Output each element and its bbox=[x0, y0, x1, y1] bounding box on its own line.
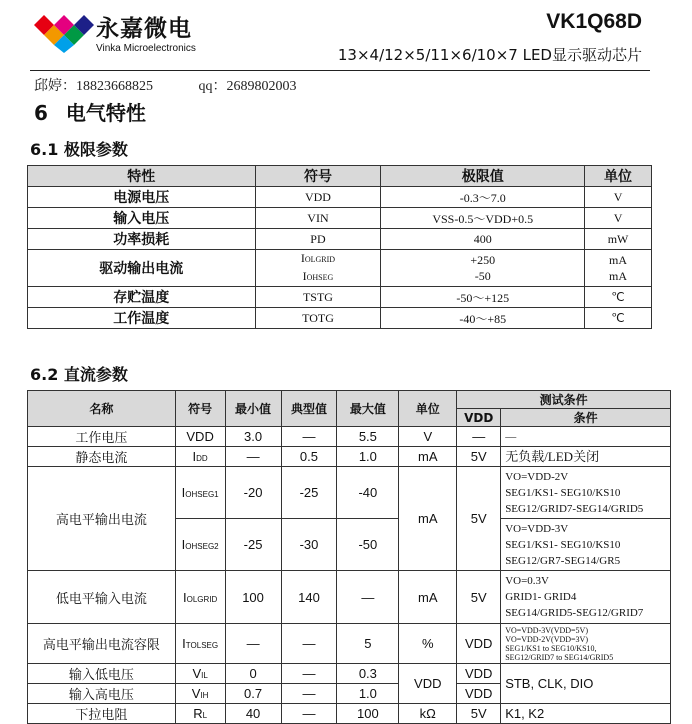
header-divider bbox=[30, 70, 650, 71]
param-name: 输入低电压 bbox=[28, 664, 176, 684]
table-row bbox=[28, 571, 671, 624]
min-value: 100 bbox=[225, 571, 281, 624]
condition-line: SEG14/GRID5-SEG12/GRID7 bbox=[505, 607, 644, 619]
col-header: 单位 bbox=[399, 391, 457, 427]
param-unit: ℃ bbox=[585, 308, 652, 329]
col-header: 极限值 bbox=[381, 166, 585, 187]
abs-max-table bbox=[27, 165, 652, 329]
col-header: 最大值 bbox=[337, 391, 399, 427]
condition-line: SEG12/GRID7 to SEG14/GRID5 bbox=[505, 652, 614, 662]
param-name: 高电平输出电流 bbox=[28, 467, 176, 571]
col-header: 典型值 bbox=[281, 391, 337, 427]
brand-name-cn: 永嘉微电 bbox=[96, 16, 192, 42]
table-row bbox=[28, 664, 671, 684]
param-symbol bbox=[175, 467, 225, 519]
col-header: 符号 bbox=[175, 391, 225, 427]
unit-value: mA bbox=[399, 447, 457, 467]
col-header: 单位 bbox=[585, 166, 652, 187]
symbol-main: I bbox=[181, 485, 186, 500]
param-limit: 400 bbox=[381, 229, 585, 250]
limit-value: -50 bbox=[474, 269, 491, 283]
col-header: 特性 bbox=[28, 166, 256, 187]
unit-value: mA bbox=[399, 571, 457, 624]
max-value: 5.5 bbox=[337, 427, 399, 447]
param-limit: -50～+125 bbox=[381, 287, 585, 308]
condition-line: VO=VDD-2V bbox=[505, 470, 569, 483]
table-row bbox=[28, 467, 671, 519]
table-row bbox=[28, 208, 652, 229]
param-symbol bbox=[175, 664, 225, 684]
contact-phone: 邱婷：18823668825 bbox=[34, 79, 153, 94]
min-value: 0.7 bbox=[225, 684, 281, 704]
symbol-main: I bbox=[302, 269, 307, 283]
param-unit: ℃ bbox=[585, 287, 652, 308]
condition: — bbox=[501, 427, 671, 447]
unit-value: V bbox=[399, 427, 457, 447]
param-limit: -0.3～7.0 bbox=[381, 187, 585, 208]
col-header: 条件 bbox=[501, 409, 671, 427]
symbol-main: I bbox=[300, 251, 305, 265]
param-symbol: TOTG bbox=[255, 308, 381, 329]
param-name: 驱动输出电流 bbox=[28, 250, 256, 287]
max-value: 1.0 bbox=[337, 684, 399, 704]
param-name: 下拉电阻 bbox=[28, 704, 176, 724]
condition-line: VO=VDD-2V(VDD=3V) bbox=[505, 634, 588, 644]
symbol-main: R bbox=[193, 706, 203, 721]
param-symbol: VDD bbox=[175, 427, 225, 447]
symbol-sub: IH bbox=[200, 691, 209, 700]
condition-line: SEG1/KS1- SEG10/KS10 bbox=[505, 486, 621, 499]
param-limit: -40～+85 bbox=[381, 308, 585, 329]
part-number: VK1Q68D bbox=[546, 10, 642, 33]
symbol-sub: OLGRID bbox=[186, 594, 218, 604]
typ-value: — bbox=[281, 684, 337, 704]
vdd-value: 5V bbox=[457, 467, 501, 571]
symbol-sub: OLGRID bbox=[304, 255, 336, 264]
table-row bbox=[28, 229, 652, 250]
max-value: 5 bbox=[337, 624, 399, 664]
param-name: 功率损耗 bbox=[28, 229, 256, 250]
abs-max-heading: 6.1 极限参数 bbox=[30, 140, 128, 159]
col-header: 名称 bbox=[28, 391, 176, 427]
unit-value: VDD bbox=[399, 664, 457, 704]
table-row bbox=[28, 187, 652, 208]
param-name: 工作温度 bbox=[28, 308, 256, 329]
param-limit bbox=[381, 250, 585, 287]
param-unit: mW bbox=[585, 229, 652, 250]
min-value: 40 bbox=[225, 704, 281, 724]
col-header: 最小值 bbox=[225, 391, 281, 427]
min-value: — bbox=[225, 447, 281, 467]
condition: STB, CLK, DIO bbox=[501, 664, 671, 704]
param-name: 高电平输出电流容限 bbox=[28, 624, 176, 664]
vdd-value: — bbox=[457, 427, 501, 447]
condition: 无负载/LED关闭 bbox=[501, 447, 671, 467]
min-value: 0 bbox=[225, 664, 281, 684]
param-name: 电源电压 bbox=[28, 187, 256, 208]
doc-subtitle: 13×4/12×5/11×6/10×7 LED显示驱动芯片 bbox=[337, 46, 642, 64]
param-symbol: PD bbox=[255, 229, 381, 250]
param-symbol bbox=[175, 684, 225, 704]
max-value: — bbox=[337, 571, 399, 624]
symbol-sub: IL bbox=[201, 671, 208, 680]
param-name: 静态电流 bbox=[28, 447, 176, 467]
condition-line: GRID1- GRID4 bbox=[505, 591, 577, 603]
condition bbox=[501, 519, 671, 571]
col-header: VDD bbox=[457, 409, 501, 427]
unit-value: mA bbox=[609, 253, 628, 267]
min-value: -25 bbox=[225, 519, 281, 571]
table-row bbox=[28, 704, 671, 724]
condition bbox=[501, 571, 671, 624]
condition-line: VO=VDD-3V bbox=[505, 522, 569, 535]
param-symbol bbox=[175, 447, 225, 467]
symbol-sub: L bbox=[202, 711, 208, 720]
vdd-value: 5V bbox=[457, 704, 501, 724]
vdd-value: VDD bbox=[457, 664, 501, 684]
condition bbox=[501, 467, 671, 519]
max-value: 100 bbox=[337, 704, 399, 724]
typ-value: 0.5 bbox=[281, 447, 337, 467]
symbol-main: I bbox=[182, 589, 187, 605]
symbol-sub: DD bbox=[196, 454, 208, 463]
condition-line: SEG1/KS1 to SEG10/KS10, bbox=[505, 643, 597, 653]
param-limit: VSS-0.5～VDD+0.5 bbox=[381, 208, 585, 229]
table-row bbox=[28, 624, 671, 664]
unit-value: mA bbox=[399, 467, 457, 571]
vdd-value: VDD bbox=[457, 684, 501, 704]
param-name: 输入电压 bbox=[28, 208, 256, 229]
condition-line: SEG12/GR7-SEG14/GR5 bbox=[505, 554, 621, 567]
param-symbol bbox=[175, 704, 225, 724]
param-name: 工作电压 bbox=[28, 427, 176, 447]
unit-value: kΩ bbox=[399, 704, 457, 724]
symbol-sub: OHSEG2 bbox=[185, 542, 219, 551]
param-unit: V bbox=[585, 187, 652, 208]
typ-value: — bbox=[281, 427, 337, 447]
dc-params-table bbox=[27, 390, 671, 724]
param-symbol bbox=[175, 624, 225, 664]
typ-value: 140 bbox=[281, 571, 337, 624]
max-value: 0.3 bbox=[337, 664, 399, 684]
condition bbox=[501, 624, 671, 664]
param-symbol: VIN bbox=[255, 208, 381, 229]
symbol-sub: TOLSEG bbox=[185, 641, 219, 650]
symbol-main: I bbox=[182, 636, 186, 651]
param-symbol bbox=[175, 571, 225, 624]
vdd-value: 5V bbox=[457, 447, 501, 467]
dc-params-heading: 6.2 直流参数 bbox=[30, 365, 128, 384]
typ-value: — bbox=[281, 704, 337, 724]
contact-line bbox=[34, 75, 297, 95]
symbol-main: I bbox=[192, 449, 197, 464]
table-row bbox=[28, 287, 652, 308]
symbol-main: V bbox=[191, 686, 201, 701]
param-symbol: VDD bbox=[255, 187, 381, 208]
param-symbol bbox=[175, 519, 225, 571]
param-symbol bbox=[255, 250, 381, 287]
param-name: 输入高电压 bbox=[28, 684, 176, 704]
symbol-sub: OHSEG1 bbox=[185, 490, 219, 499]
table-row bbox=[28, 447, 671, 467]
symbol-main: V bbox=[192, 666, 202, 681]
max-value: -50 bbox=[337, 519, 399, 571]
vinka-logo bbox=[34, 11, 94, 53]
brand-name-en: Vinka Microelectronics bbox=[96, 43, 196, 54]
table-row bbox=[28, 308, 652, 329]
condition-line: VO=0.3V bbox=[505, 575, 549, 587]
condition-line: VO=VDD-3V(VDD=5V) bbox=[505, 625, 588, 635]
col-header: 符号 bbox=[255, 166, 381, 187]
condition: K1, K2 bbox=[501, 704, 671, 724]
typ-value: -25 bbox=[281, 467, 337, 519]
typ-value: -30 bbox=[281, 519, 337, 571]
param-unit: V bbox=[585, 208, 652, 229]
unit-value: % bbox=[399, 624, 457, 664]
param-name: 低电平输入电流 bbox=[28, 571, 176, 624]
table-row bbox=[28, 250, 652, 287]
condition-line: SEG12/GRID7-SEG14/GRID5 bbox=[505, 502, 644, 515]
section-number: 6 bbox=[34, 101, 48, 125]
condition-line: SEG1/KS1- SEG10/KS10 bbox=[505, 538, 621, 551]
min-value: 3.0 bbox=[225, 427, 281, 447]
max-value: 1.0 bbox=[337, 447, 399, 467]
table-header-row bbox=[28, 391, 671, 409]
param-name: 存贮温度 bbox=[28, 287, 256, 308]
typ-value: — bbox=[281, 624, 337, 664]
limit-value: +250 bbox=[470, 253, 496, 267]
param-unit bbox=[585, 250, 652, 287]
contact-qq: qq：2689802003 bbox=[198, 79, 297, 94]
vdd-value: 5V bbox=[457, 571, 501, 624]
table-row bbox=[28, 427, 671, 447]
table-header-row bbox=[28, 166, 652, 187]
unit-value: mA bbox=[609, 269, 628, 283]
max-value: -40 bbox=[337, 467, 399, 519]
col-header: 测试条件 bbox=[457, 391, 671, 409]
symbol-main: I bbox=[181, 537, 186, 552]
min-value: — bbox=[225, 624, 281, 664]
section-6-heading bbox=[34, 97, 146, 126]
min-value: -20 bbox=[225, 467, 281, 519]
vdd-value: VDD bbox=[457, 624, 501, 664]
typ-value: — bbox=[281, 664, 337, 684]
section-title: 电气特性 bbox=[65, 101, 146, 125]
param-symbol: TSTG bbox=[255, 287, 381, 308]
symbol-sub: OHSEG bbox=[306, 273, 334, 282]
